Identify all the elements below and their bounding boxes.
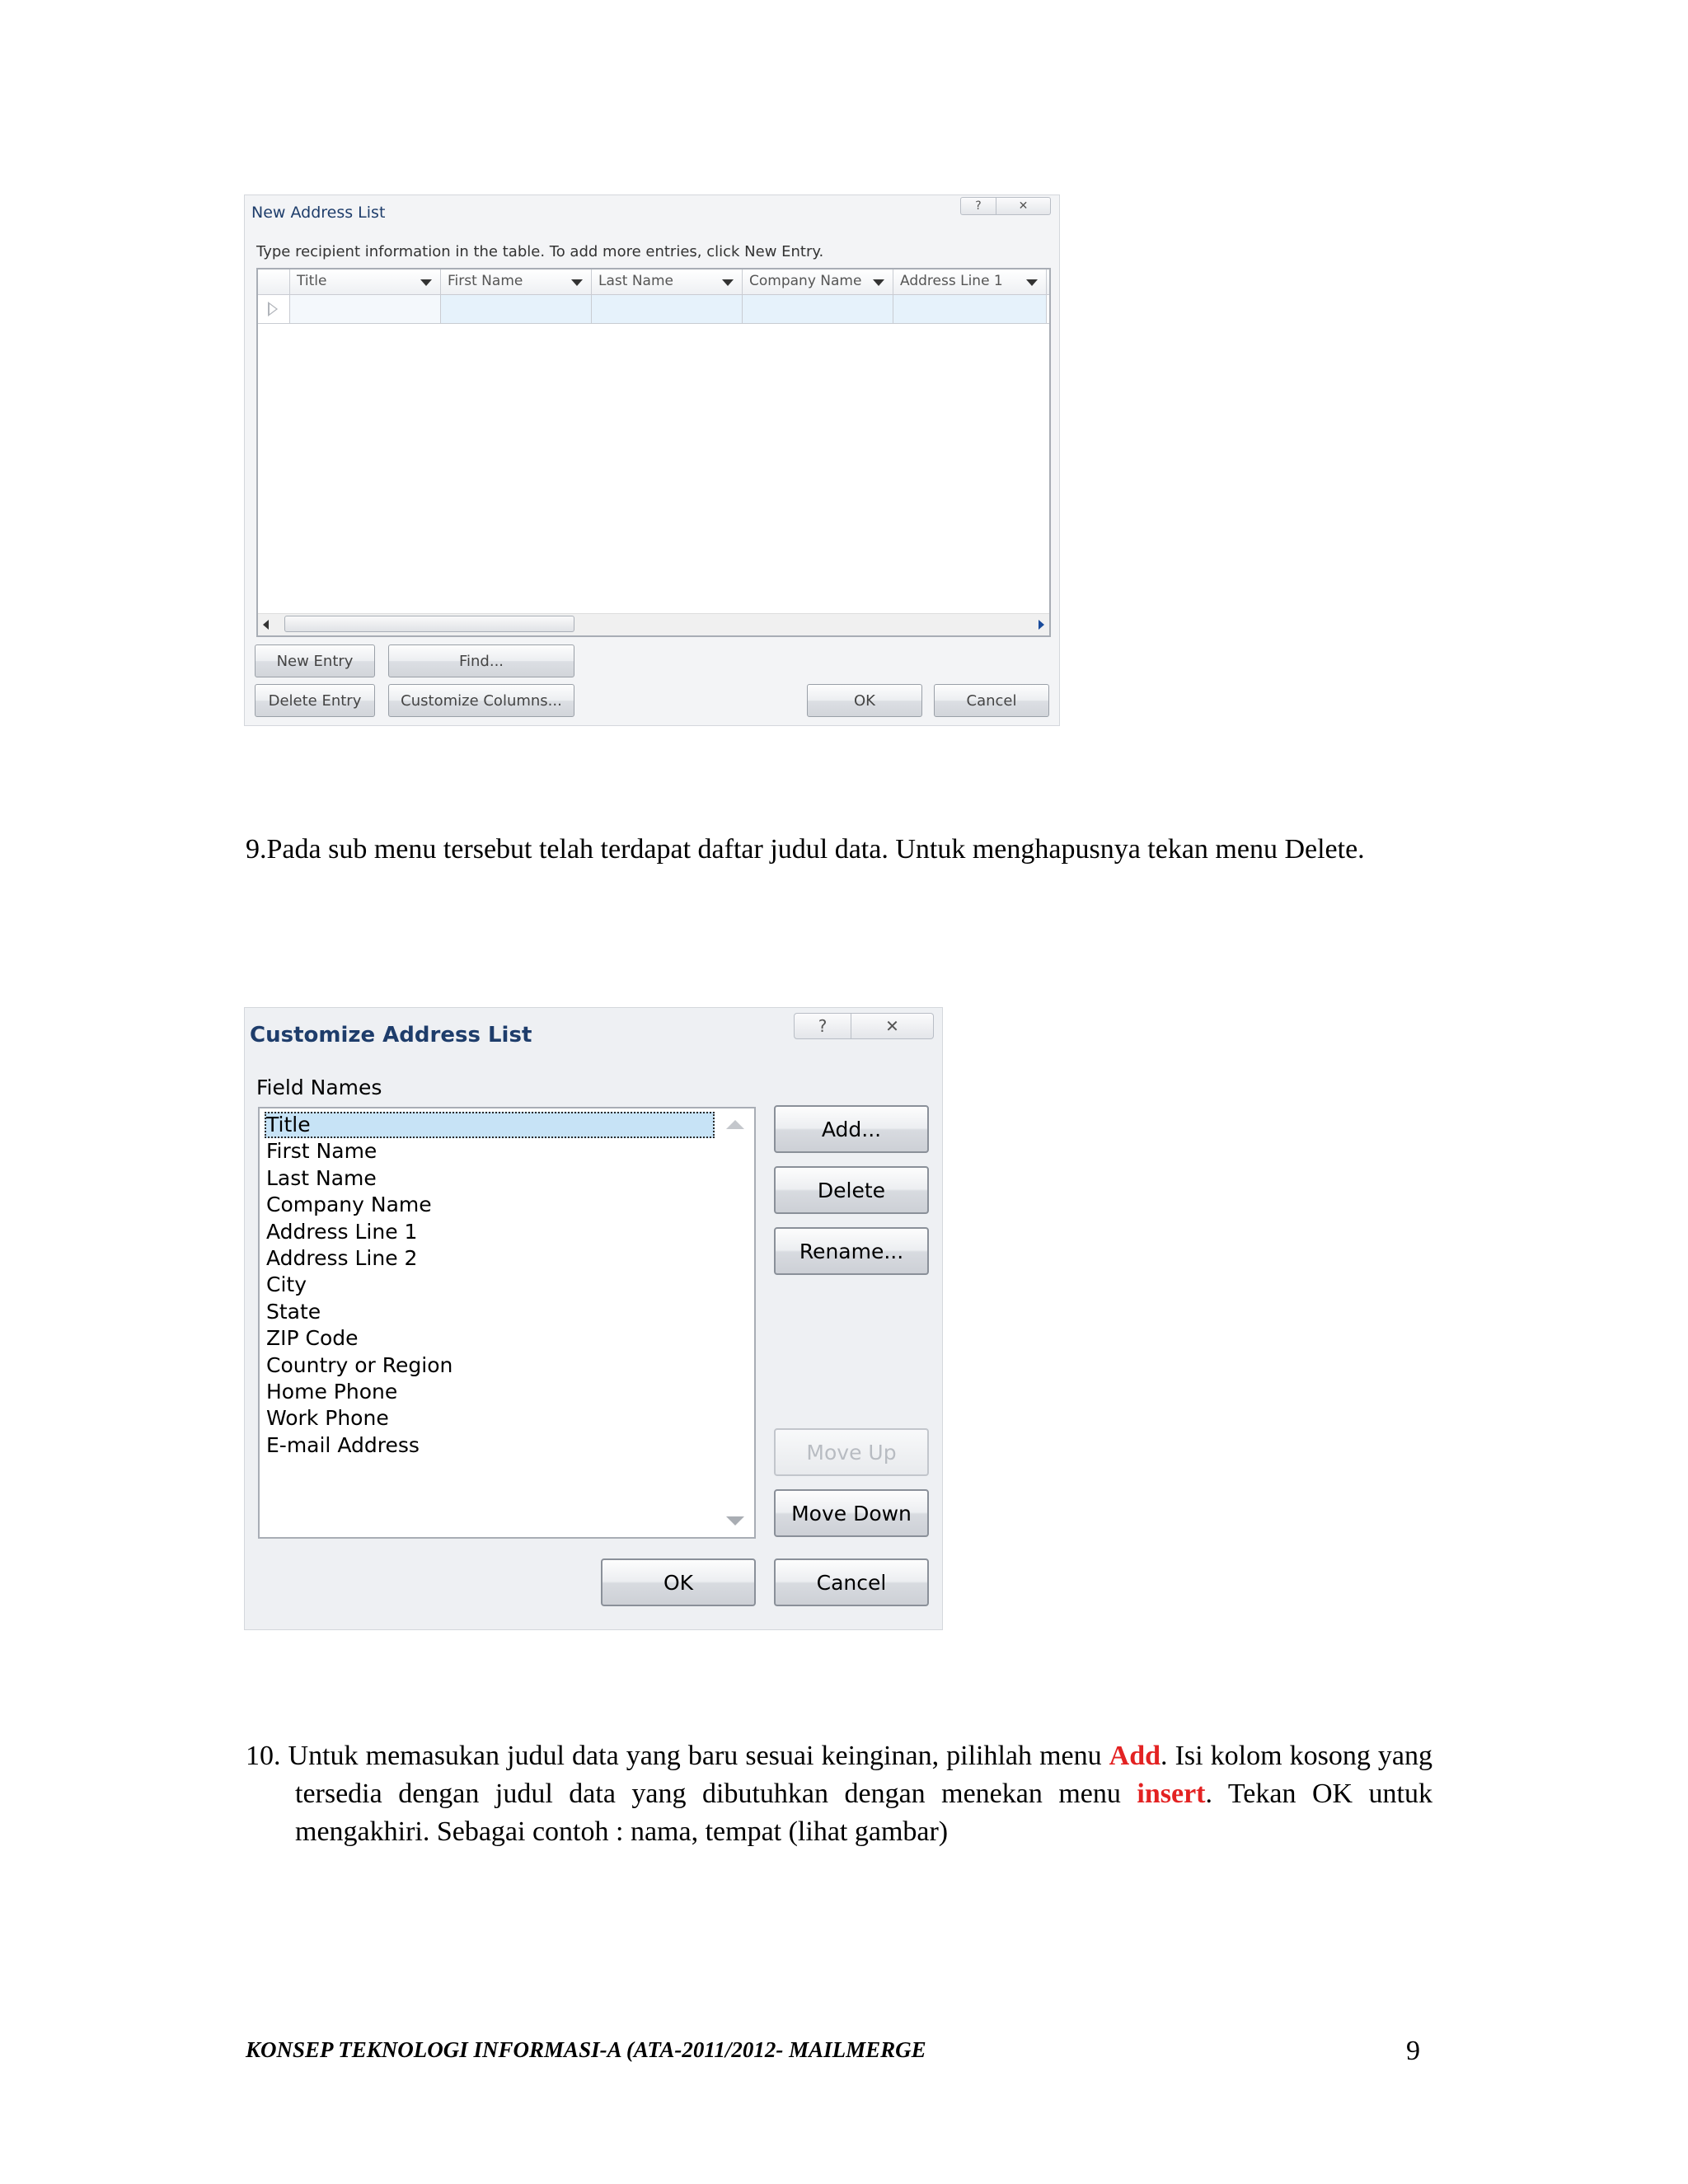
list-item[interactable]: ZIP Code [266,1326,359,1351]
help-icon: ? [975,199,982,213]
list-item[interactable]: E-mail Address [266,1432,420,1457]
list-item[interactable]: Country or Region [266,1352,453,1377]
recipient-table[interactable] [256,268,1051,637]
list-item[interactable]: Address Line 2 [266,1245,418,1270]
list-item[interactable]: Last Name [266,1165,377,1190]
table-cell[interactable] [592,295,743,323]
scroll-right-icon[interactable] [1039,620,1044,630]
dialog-title: New Address List [251,204,386,222]
dropdown-arrow-icon[interactable] [722,279,734,286]
dropdown-arrow-icon[interactable] [1026,279,1038,286]
paragraph-body: 10. Untuk memasukan judul data yang baru sesuai keinginan, pilihlah menu Add. Isi kolom kosong yang tersedia dengan judul data yang dibutuhkan dengan menekan menu insert. Tekan OK untuk mengakhiri. Sebagai contoh : nama, tempat (lihat gambar) [246,1741,1433,1847]
field-names-label: Field Names [256,1076,382,1099]
table-cell[interactable] [290,295,441,323]
title-bar-buttons [960,197,1051,215]
list-item[interactable]: First Name [266,1139,377,1164]
title-bar-buttons [794,1013,934,1039]
cancel-button[interactable]: Cancel [774,1558,929,1606]
customize-address-list-dialog [244,1007,943,1630]
list-item[interactable]: Home Phone [266,1379,398,1404]
list-item[interactable]: Address Line 1 [266,1219,418,1244]
close-icon: ✕ [1018,199,1029,213]
list-item[interactable]: State [266,1299,321,1324]
table-cell[interactable] [441,295,592,323]
list-item[interactable]: Title [265,1112,715,1138]
dialog-title: Customize Address List [250,1023,532,1047]
paragraph-step-10 [246,1737,1432,1851]
instruction-text: Type recipient information in the table. To add more entries, click New Entry. [256,243,824,260]
move-down-button[interactable]: Move Down [774,1489,929,1537]
page-number: 9 [1406,2036,1420,2066]
paragraph-step-9: 9.Pada sub menu tersebut telah terdapat daftar judul data. Untuk menghapusnya tekan menu Delete. [246,834,1365,865]
row-selector[interactable] [258,295,290,323]
step-number: 10. [246,1741,281,1771]
table-row[interactable] [258,295,1049,324]
column-header-title[interactable]: Title [290,269,441,294]
highlight-add: Add [1109,1741,1161,1771]
close-button[interactable] [996,197,1051,215]
list-item[interactable]: City [266,1272,307,1297]
column-header-address-line-1[interactable]: Address Line 1 [893,269,1047,294]
customize-columns-button[interactable]: Customize Columns... [388,684,574,717]
delete-entry-button[interactable]: Delete Entry [255,684,375,717]
help-button[interactable] [794,1013,851,1039]
help-icon: ? [818,1016,828,1036]
horizontal-scrollbar[interactable] [258,613,1049,635]
move-up-button[interactable]: Move Up [774,1428,929,1476]
scrollbar-thumb[interactable] [284,616,574,632]
row-header-corner [258,269,290,294]
ok-button[interactable]: OK [807,684,922,717]
delete-button[interactable]: Delete [774,1166,929,1214]
rename-button[interactable]: Rename... [774,1227,929,1275]
scroll-down-icon[interactable] [726,1516,744,1526]
list-item[interactable]: Work Phone [266,1406,389,1431]
highlight-insert: insert [1137,1779,1206,1809]
table-header [258,269,1049,295]
scroll-up-icon[interactable] [726,1120,744,1129]
dropdown-arrow-icon[interactable] [420,279,432,286]
column-header-last-name[interactable]: Last Name [592,269,743,294]
list-item[interactable]: Company Name [266,1193,432,1217]
close-button[interactable] [851,1013,934,1039]
column-header-company-name[interactable]: Company Name [743,269,893,294]
current-row-icon [268,302,278,316]
ok-button[interactable]: OK [601,1558,756,1606]
find-button[interactable]: Find... [388,644,574,677]
new-entry-button[interactable]: New Entry [255,644,375,677]
new-address-list-dialog [244,194,1060,726]
close-icon: ✕ [885,1016,899,1036]
field-list-items [265,1112,715,1459]
dropdown-arrow-icon[interactable] [873,279,884,286]
table-cell[interactable] [893,295,1047,323]
table-cell[interactable] [743,295,893,323]
cancel-button[interactable]: Cancel [934,684,1049,717]
dropdown-arrow-icon[interactable] [571,279,583,286]
help-button[interactable] [960,197,996,215]
add-button[interactable]: Add... [774,1105,929,1153]
field-names-list[interactable] [258,1107,756,1539]
page-footer: KONSEP TEKNOLOGI INFORMASI-A (ATA-2011/2012- MAILMERGE [246,2037,926,2062]
scroll-left-icon[interactable] [263,620,269,630]
column-header-first-name[interactable]: First Name [441,269,592,294]
